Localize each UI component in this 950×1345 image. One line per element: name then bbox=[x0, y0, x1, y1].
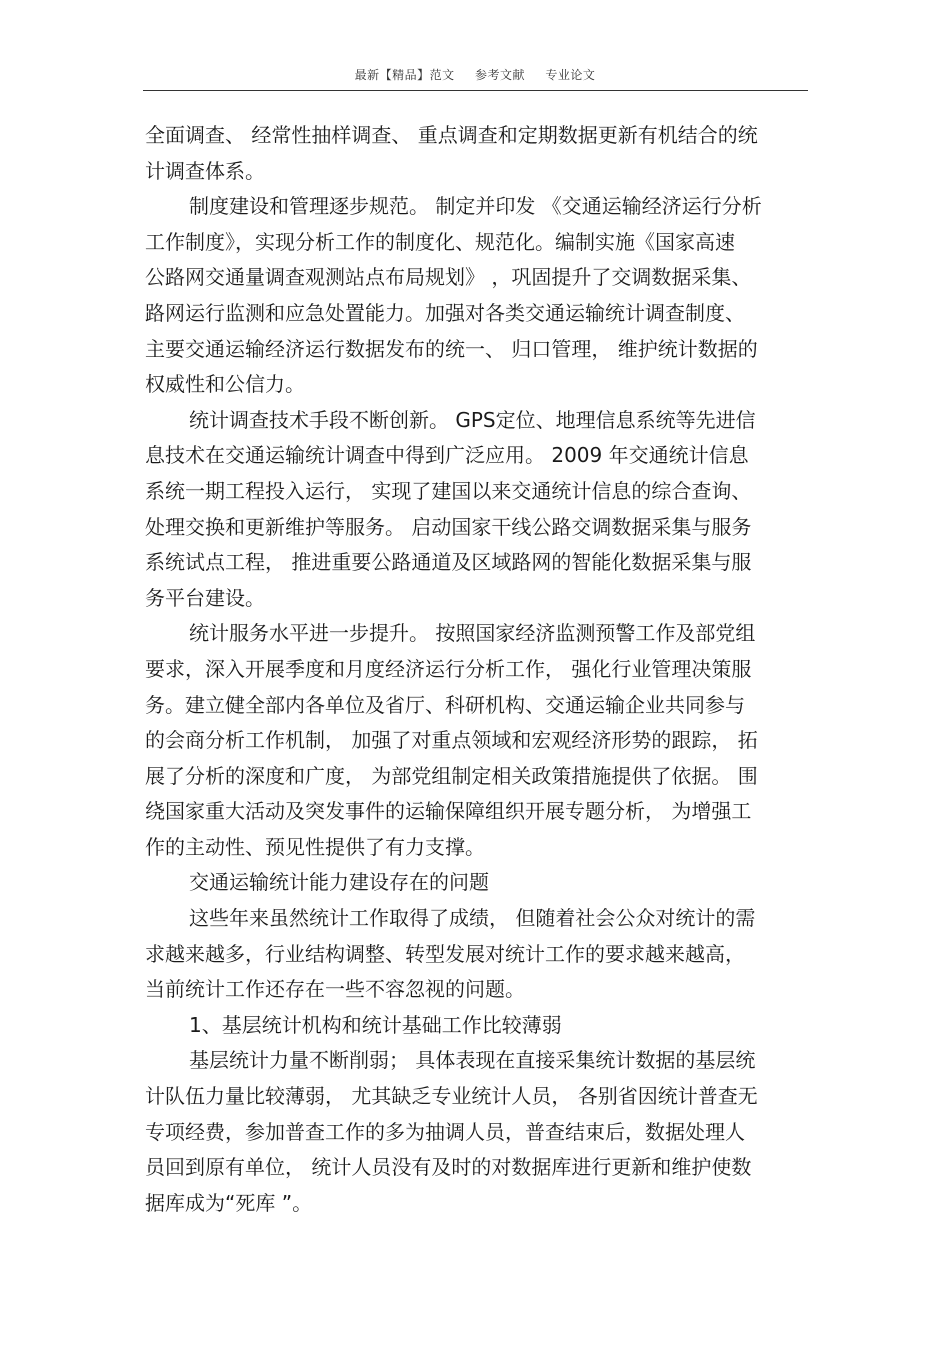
text-line: 系统一期工程投入运行， 实现了建国以来交通统计信息的综合查询、 bbox=[145, 478, 752, 503]
text-line: 处理交换和更新维护等服务。 启动国家干线公路交调数据采集与服务 bbox=[145, 514, 752, 539]
text-line: 据库成为“死库 ”。 bbox=[145, 1190, 313, 1215]
text-line: 工作制度》，实现分析工作的制度化、规范化。编制实施《国家高速 bbox=[145, 229, 735, 254]
text-line: 计调查体系。 bbox=[145, 158, 265, 183]
text-line: 务平台建设。 bbox=[145, 585, 265, 610]
text-line: 绕国家重大活动及突发事件的运输保障组织开展专题分析， 为增强工 bbox=[145, 799, 752, 824]
text-line: 系统试点工程， 推进重要公路通道及区域路网的智能化数据采集与服 bbox=[145, 550, 752, 575]
text-line: 公路网交通量调查观测站点布局规划》 ，巩固提升了交调数据采集、 bbox=[145, 265, 752, 290]
text-line: 统计调查技术手段不断创新。 GPS定位、地理信息系统等先进信 bbox=[189, 407, 756, 432]
text-line: 求越来越多，行业结构调整、转型发展对统计工作的要求越来越高， bbox=[145, 941, 745, 966]
header-middle: 参考文献 bbox=[474, 68, 525, 82]
text-line: 当前统计工作还存在一些不容忽视的问题。 bbox=[145, 977, 525, 1002]
text-line: 的会商分析工作机制， 加强了对重点领域和宏观经济形势的跟踪， 拓 bbox=[145, 728, 758, 753]
text-line: 息技术在交通运输统计调查中得到广泛应用。 2009 年交通统计信息 bbox=[145, 443, 749, 468]
header-right: 专业论文 bbox=[545, 68, 596, 82]
text-line: 计队伍力量比较薄弱， 尤其缺乏专业统计人员， 各别省因统计普查无 bbox=[145, 1084, 758, 1109]
text-line: 作的主动性、预见性提供了有力支撑。 bbox=[145, 834, 485, 859]
header-left: 最新【精品】范文 bbox=[354, 68, 455, 82]
text-line: 这些年来虽然统计工作取得了成绩， 但随着社会公众对统计的需 bbox=[189, 906, 756, 931]
text-line: 展了分析的深度和广度， 为部党组制定相关政策措施提供了依据。 围 bbox=[145, 763, 758, 788]
text-line: 员回到原有单位， 统计人员没有及时的对数据库进行更新和维护使数 bbox=[145, 1155, 752, 1180]
subsection-heading: 1、基层统计机构和统计基础工作比较薄弱 bbox=[189, 1012, 562, 1037]
text-line: 权威性和公信力。 bbox=[145, 372, 305, 397]
text-line: 统计服务水平进一步提升。 按照国家经济监测预警工作及部党组 bbox=[189, 621, 756, 646]
text-line: 专项经费，参加普查工作的多为抽调人员，普查结束后，数据处理人 bbox=[145, 1119, 745, 1144]
section-heading: 交通运输统计能力建设存在的问题 bbox=[189, 870, 489, 895]
header-rule bbox=[143, 90, 808, 91]
document-body bbox=[145, 118, 815, 1221]
page-header bbox=[0, 66, 950, 83]
text-line: 基层统计力量不断削弱； 具体表现在直接采集统计数据的基层统 bbox=[189, 1048, 756, 1073]
text-line: 全面调查、 经常性抽样调查、 重点调查和定期数据更新有机结合的统 bbox=[145, 123, 758, 147]
text-line: 务。建立健全部内各单位及省厅、科研机构、交通运输企业共同参与 bbox=[145, 692, 745, 717]
text-line: 制度建设和管理逐步规范。 制定并印发 《交通运输经济运行分析 bbox=[189, 194, 762, 219]
text-line: 路网运行监测和应急处置能力。加强对各类交通运输统计调查制度、 bbox=[145, 300, 745, 325]
text-line: 要求，深入开展季度和月度经济运行分析工作， 强化行业管理决策服 bbox=[145, 656, 752, 681]
text-line: 主要交通运输经济运行数据发布的统一、 归口管理， 维护统计数据的 bbox=[145, 336, 758, 361]
